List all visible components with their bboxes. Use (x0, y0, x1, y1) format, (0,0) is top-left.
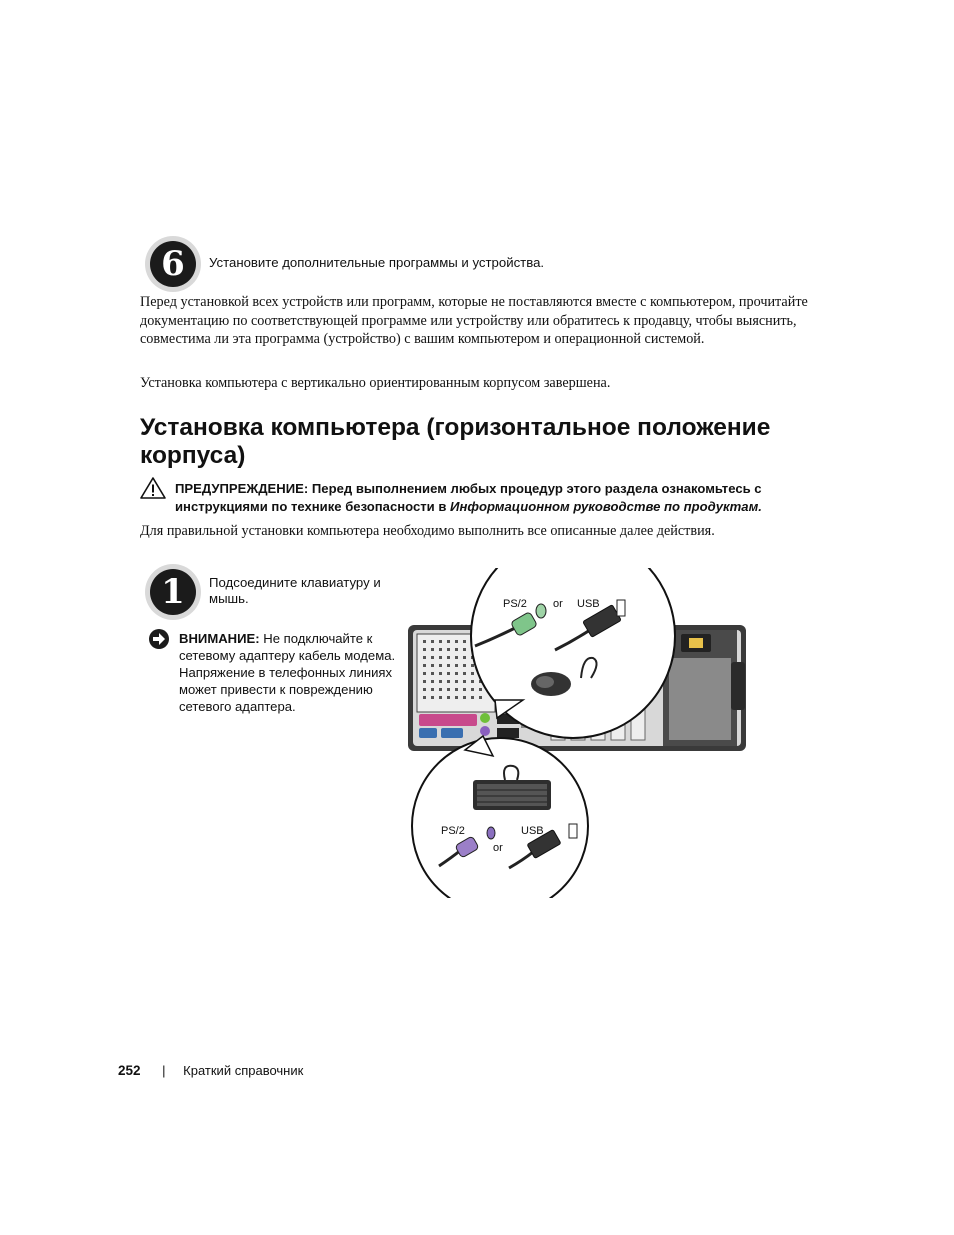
top-ps2-label: PS/2 (503, 598, 527, 610)
step-6-text: Установите дополнительные программы и устройства. (209, 255, 545, 270)
paragraph-vertical-complete: Установка компьютера с вертикально ориентированным корпусом завершена. (140, 375, 611, 391)
footer-separator: | (162, 1063, 166, 1078)
step-6-badge (145, 236, 201, 292)
bottom-magnifier-circle (412, 738, 588, 898)
top-usb-label: USB (577, 598, 600, 610)
intro-text: Для правильной установки компьютера необходимо выполнить все описанные далее действия. (140, 523, 715, 539)
keyboard-mouse-connection-illustration (405, 568, 765, 898)
section-heading (140, 414, 820, 470)
step-6-number: 6 (150, 241, 196, 287)
notice-text: Не подключайте к сетевому адаптеру кабель модема. Напряжение в телефонных линиях может привести к повреждению сетевого адаптера. (179, 631, 396, 714)
page-number: 252 (118, 1063, 141, 1078)
section-title: Установка компьютера (горизонтальное положение корпуса) (140, 414, 771, 469)
warning-italic: Информационном руководстве по продуктам. (450, 498, 762, 514)
step-1-number: 1 (150, 569, 196, 615)
notice-label: ВНИМАНИЕ: (179, 631, 260, 646)
bottom-usb-label: USB (521, 825, 544, 837)
warning-block (175, 480, 855, 515)
top-or-label: or (553, 598, 563, 610)
step-1-text: Подсоедините клавиатуру и мышь. (209, 575, 381, 606)
bottom-or-label: or (493, 842, 503, 854)
step-1-badge (145, 564, 201, 620)
footer (118, 1063, 303, 1078)
warning-text: Перед выполнением любых процедур этого раздела ознакомьтесь с инструкциями по технике безопасности в (175, 481, 762, 514)
paragraph-devices: Перед установкой всех устройств или программ, которые не поставляются вместе с компьютером, прочитайте документацию по соответствующей программе или устройству или обратитесь к продавцу, чтобы выяснить, совместима ли эта программа (устройство) с вашим компьютером и операционной системой. (140, 294, 808, 348)
footer-doc-title: Краткий справочник (183, 1063, 304, 1078)
bottom-ps2-label: PS/2 (441, 825, 465, 837)
warning-triangle-icon (139, 476, 167, 500)
warning-label: ПРЕДУПРЕЖДЕНИЕ: (175, 481, 309, 496)
notice-block (179, 630, 401, 715)
notice-arrow-icon (148, 628, 170, 650)
